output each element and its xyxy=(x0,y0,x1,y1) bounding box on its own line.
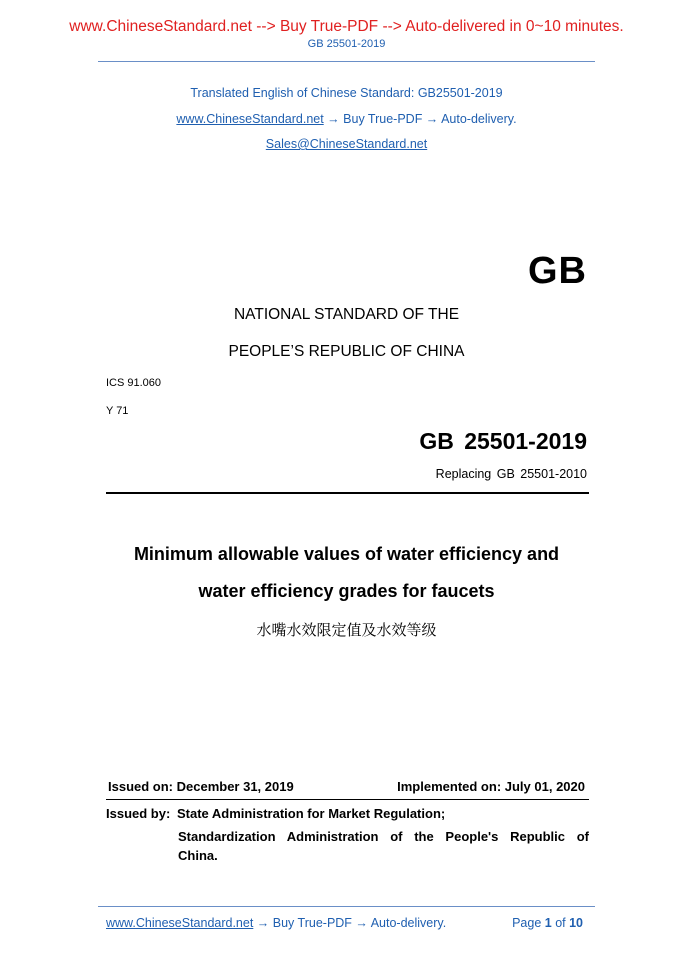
national-standard-line2: PEOPLE’S REPUBLIC OF CHINA xyxy=(228,343,465,360)
national-standard-line1: NATIONAL STANDARD OF THE xyxy=(233,306,460,323)
footer-links xyxy=(106,916,446,930)
top-banner: www.ChineseStandard.net --> Buy True-PDF --> Auto-delivered in 0~10 minutes. xyxy=(69,18,624,35)
sales-email-link[interactable]: Sales@ChineseStandard.net xyxy=(265,137,428,151)
title-divider xyxy=(106,492,589,494)
dates-divider xyxy=(106,799,589,800)
issued-by-line2: Standardization Administration of the People's Republic of xyxy=(178,829,589,844)
ccs-code: Y 71 xyxy=(106,405,129,417)
issued-by-line1: State Administration for Market Regulation; xyxy=(177,806,446,821)
issued-by-label: Issued by: xyxy=(106,806,171,821)
ics-code: ICS 91.060 xyxy=(106,377,162,389)
title-chinese: 水嘴水效限定值及水效等级 xyxy=(256,621,437,639)
sales-line xyxy=(0,137,693,151)
site-link[interactable]: www.ChineseStandard.net xyxy=(176,112,324,126)
buy-text: → Buy True-PDF → Auto-delivery. xyxy=(323,112,517,126)
gb-logo: GB xyxy=(528,250,587,292)
translated-notice: Translated English of Chinese Standard: GB25501-2019 xyxy=(190,86,503,100)
standard-number: GB 25501-2019 xyxy=(419,428,587,454)
issued-on-date: Issued on: December 31, 2019 xyxy=(108,779,294,794)
page-of: of xyxy=(551,916,570,930)
page-total: 10 xyxy=(569,916,583,930)
title-line1: Minimum allowable values of water efficiency and xyxy=(133,544,560,564)
replacing-note: Replacing GB 25501-2010 xyxy=(435,467,587,481)
footer-buy-text: → Buy True-PDF → Auto-delivery. xyxy=(253,916,447,930)
issued-by-line3: China. xyxy=(178,848,218,863)
buy-line xyxy=(0,112,693,126)
footer-site-link[interactable]: www.ChineseStandard.net xyxy=(106,916,254,930)
title-line2: water efficiency grades for faucets xyxy=(198,581,495,601)
page-prefix: Page xyxy=(512,916,545,930)
page-current: 1 xyxy=(544,916,552,930)
page-indicator xyxy=(512,916,583,930)
implemented-on-date: Implemented on: July 01, 2020 xyxy=(397,779,585,794)
footer-divider xyxy=(98,906,595,907)
header-standard-code: GB 25501-2019 xyxy=(307,38,386,50)
header-divider xyxy=(98,61,595,62)
